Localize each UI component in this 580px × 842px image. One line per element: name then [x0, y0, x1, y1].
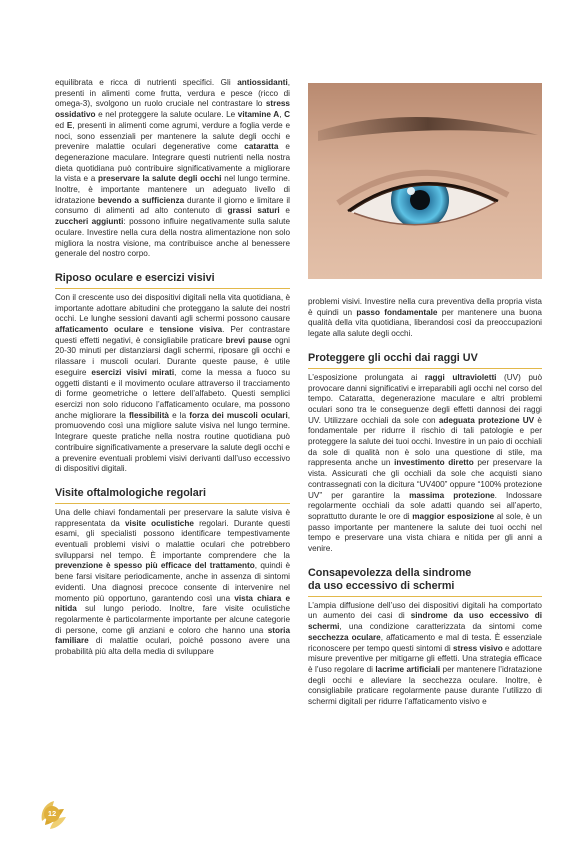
- bold-phrase: flessibilità: [128, 410, 169, 420]
- bold-phrase: bevendo a sufficienza: [97, 195, 185, 205]
- intro-paragraph: [55, 78, 290, 260]
- bold-phrase: E: [66, 120, 73, 130]
- text-run: : possono influire negativamente sulla salute oculare. Investire nella cura della nostra alimentazione non solo migliora la nostra visione, ma contribuisce anche al benessere generale del nostro corpo.: [55, 217, 290, 259]
- sindrome-heading-line-1: Consapevolezza della sindrome: [308, 566, 472, 579]
- bold-phrase: adeguata protezione UV: [438, 415, 535, 425]
- bold-phrase: forza dei muscoli oculari: [189, 410, 288, 420]
- text-run: e: [143, 325, 160, 335]
- sindrome-heading-line-2: da uso eccessivo di schermi: [308, 579, 455, 592]
- bold-phrase: sindrome da uso eccessivo di schermi: [308, 611, 542, 632]
- text-run: L’ampia diffusione dell’uso dei dispositivi digitali ha comportato un aumento dei casi di: [308, 600, 542, 621]
- bold-phrase: affaticamento oculare: [55, 325, 144, 335]
- text-run: , come la messa a fuoco su oggetti distanti e il movimento oculare attraverso il tracciamento di forme geometriche o lettere dell’alfabeto. Questi semplici esercizi non solo riducono l’affaticamento oculare, ma possono anche migliorare la: [55, 367, 291, 420]
- bold-phrase: stress ossidativo: [55, 99, 290, 120]
- bold-phrase: lacrime artificiali: [375, 664, 441, 674]
- uv-paragraph: [308, 373, 542, 555]
- eye-photo: [308, 83, 542, 279]
- bold-phrase: passo fondamentale: [356, 307, 438, 317]
- text-run: per preservare la vista. Assicurati che gli occhiali da sole che acquisti siano contrassegnati con la dicitura “UV400” oppure “100% protezione UV” per garantire la: [308, 458, 542, 500]
- page-number: 12: [44, 806, 60, 822]
- bold-phrase: vitamine A: [237, 110, 280, 120]
- bold-phrase: storia familiare: [55, 625, 290, 646]
- text-run: Con il crescente uso dei dispositivi digitali nella vita quotidiana, è importante adottare abitudini che proteggano la salute dei nostri occhi. Le lunghe sessioni davanti agli schermi possono causare: [55, 292, 290, 324]
- left-column: [55, 78, 290, 658]
- text-run: . Indossare regolarmente occhiali da sole adatti quando sei all’aperto, soprattutto durante le ore di: [308, 490, 542, 521]
- section-heading-uv: Proteggere gli occhi dai raggi UV: [308, 352, 542, 369]
- bold-phrase: brevi pause: [225, 335, 272, 345]
- bold-phrase: grassi saturi: [227, 206, 280, 216]
- eye-illustration: [308, 83, 542, 279]
- text-run: L’esposizione prolungata ai: [308, 372, 425, 382]
- text-run: sul lungo periodo. Inoltre, fare visite oculistiche regolarmente è particolarmente importante per alcune categorie di persone, come gli anziani e coloro che hanno una: [55, 604, 290, 635]
- text-run: , affaticamento e mal di testa. È essenziale riconoscere per tempo questi sintomi di: [308, 632, 542, 653]
- text-run: ogni 20-30 minuti per distanziarsi dagli schermi, riposare gli occhi e rilassare i muscoli oculari. Durante queste pause, è utile eseguire: [55, 335, 290, 377]
- continued-paragraph: [308, 297, 542, 340]
- text-run: (UV) può provocare danni significativi e irreparabili agli occhi nel corso del tempo. Cataratta, degenerazione maculare e altri problemi oculari sono tra le conseguenze degli effetti dannosi dei raggi UV. Utilizzare occhiali da sole con: [308, 372, 542, 425]
- text-run: . Per contrastare questi effetti negativi, è consigliabile praticare: [55, 325, 290, 345]
- text-run: ed: [55, 120, 67, 130]
- text-run: di malattie oculari, poiché possono avere una probabilità più alta della media di sviluppare: [55, 636, 290, 657]
- visite-paragraph: [55, 508, 290, 658]
- text-run: problemi visivi. Investire nella cura preventiva della propria vista è quindi un: [308, 297, 542, 317]
- bold-phrase: esercizi visivi mirati: [91, 367, 175, 377]
- bold-phrase: preservare la salute degli occhi: [97, 174, 222, 184]
- sindrome-paragraph: [308, 601, 542, 708]
- text-run: regolari. Durante questi esami, gli specialisti possono identificare tempestivamente eventuali problemi visivi o malattie oculari che potrebbero svilupparsi nel tempo. È importante comprendere che la: [55, 518, 290, 560]
- text-run: e nel proteggere la salute oculare. Le: [95, 110, 238, 120]
- text-run: e adottare misure preventive per mitigarne gli effetti. Una strategia efficace è l’uso regolare di: [308, 643, 542, 674]
- text-run: , presenti in alimenti come agrumi, verdure a foglia verde e noci, sono essenziali per mantenere la salute degli occhi e prevenire malattie oculari degenerative come: [55, 120, 290, 152]
- bold-phrase: zuccheri aggiunti: [55, 217, 124, 227]
- text-run: per mantenere l’idratazione degli occhi e alleviare la secchezza oculare. Inoltre, è consigliabile praticare regolarmente pause durante l’utilizzo di schermi digitali per ridurre l’affaticamento visivo e: [308, 664, 542, 707]
- bold-phrase: tensione visiva: [159, 325, 223, 335]
- bold-phrase: raggi ultravioletti: [424, 372, 497, 382]
- bold-phrase: maggior esposizione: [412, 511, 495, 521]
- text-run: , promuovendo così una migliore salute visiva nel lungo termine. Integrare queste pratiche nella nostra routine quotidiana può contribuire significativamente a preservare la salute degli occhi e a prevenire eventuali problemi visivi derivanti dall’uso eccessivo di dispositivi digitali.: [55, 410, 290, 474]
- bold-phrase: prevenzione è spesso più efficace del trattamento: [55, 561, 255, 571]
- text-run: per mantenere una buona qualità della vita quotidiana, liberandosi così da preoccupazioni legate alla salute degli occhi.: [308, 307, 542, 339]
- section-heading-visite: Visite oftalmologiche regolari: [55, 487, 290, 504]
- text-run: è fondamentale per ridurre il rischio di tali patologie e per proteggere la salute dei tuoi occhi. Investire in un paio di occhiali da sole di qualità non è solo una questione di stile, ma rappresenta anche un: [308, 415, 542, 468]
- text-run: al sole, è un passo importante per mantenere la salute dei tuoi occhi nel tempo e preservare una vista chiara e nitida per gli anni a venire.: [308, 511, 542, 554]
- bold-phrase: C: [284, 110, 290, 120]
- text-run: , quindi è bene farsi visitare periodicamente, anche in assenza di sintomi evidenti. Una diagnosi precoce consente di intervenire nel momento più opportuno, garantendo così una: [55, 561, 290, 603]
- bold-phrase: stress visivo: [453, 643, 503, 653]
- right-column: [308, 297, 542, 708]
- bold-phrase: visite oculistiche: [125, 518, 194, 528]
- text-run: , presenti in alimenti come frutta, verdura e pesce (ricco di omega-3), svolgono un ruolo cruciale nel contrastare lo: [55, 78, 290, 109]
- text-run: Una delle chiavi fondamentali per preservare la salute visiva è rappresentata da: [55, 507, 290, 528]
- text-run: equilibrata e ricca di nutrienti specifici. Gli: [55, 78, 238, 87]
- section-heading-riposo: Riposo oculare e esercizi visivi: [55, 272, 290, 289]
- riposo-paragraph: [55, 293, 290, 475]
- bold-phrase: secchezza oculare: [308, 632, 381, 642]
- text-run: e degenerazione maculare. Integrare questi nutrienti nella nostra dieta quotidiana può contribuire significativamente a migliorare la vista e a: [55, 142, 290, 184]
- text-run: e la: [168, 410, 190, 420]
- text-run: , una condizione caratterizzata da sintomi come: [339, 622, 542, 632]
- section-heading-sindrome: [308, 567, 542, 597]
- bold-phrase: antiossidanti: [237, 78, 288, 87]
- text-run: ,: [279, 110, 285, 120]
- bold-phrase: massima protezione: [409, 490, 495, 500]
- text-run: e: [279, 206, 290, 216]
- bold-phrase: cataratta: [244, 142, 279, 152]
- text-run: nel lungo termine. Inoltre, è importante mantenere un adeguato livello di idratazione: [55, 174, 291, 205]
- bold-phrase: investimento diretto: [394, 458, 474, 468]
- bold-phrase: vista chiara e nitida: [55, 593, 291, 614]
- text-run: durante il giorno e limitare il consumo di alimenti ad alto contenuto di: [55, 195, 290, 216]
